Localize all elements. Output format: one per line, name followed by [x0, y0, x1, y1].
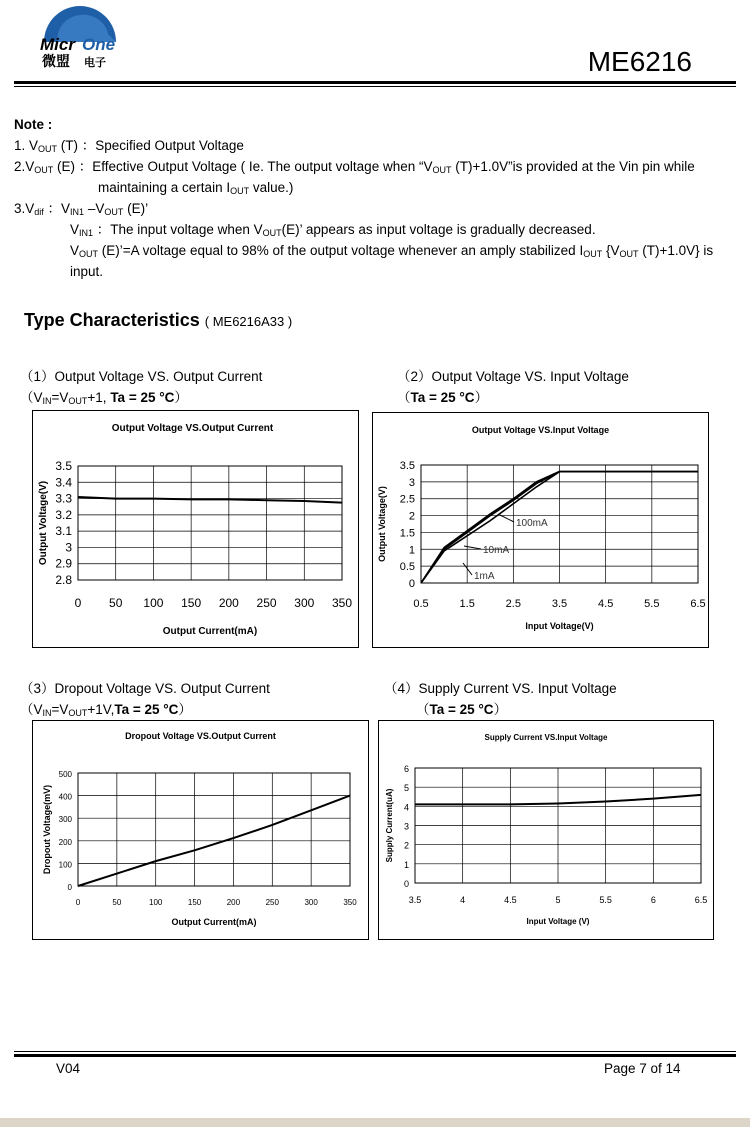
y-tick-label: 1: [408, 544, 415, 557]
chart-supply-current-vs-input: [378, 720, 714, 940]
x-tick-label: 100: [143, 596, 164, 610]
y-tick-label: 4: [403, 802, 409, 813]
x-axis-label: Output Current(mA): [171, 917, 257, 927]
x-tick-label: 300: [304, 898, 318, 907]
x-tick-label: 3.5: [551, 598, 568, 610]
x-tick-label: 350: [331, 596, 353, 610]
y-tick-label: 3.3: [55, 491, 72, 506]
x-tick-label: 200: [226, 898, 241, 907]
note-3: $3.V_{dif}$ ：$V_{IN1}$ $-V_{OUT}$ (E)’: [14, 201, 149, 217]
note-2-continued: maintaining a certain $I_{OUT}$ value.): [98, 180, 294, 196]
y-tick-label: 100: [58, 860, 72, 870]
y-tick-label: 3: [403, 821, 409, 832]
y-tick-label: 300: [58, 815, 72, 825]
x-tick-label: 6.5: [690, 598, 706, 610]
y-tick-label: 2.5: [399, 493, 415, 506]
x-tick-label: 5: [555, 895, 561, 905]
y-tick-label: 2.8: [55, 573, 72, 587]
y-tick-label: 5: [403, 783, 409, 794]
caption-3-title: （3）Dropout Voltage VS. Output Current: [20, 681, 270, 696]
caption-2-condition: （Ta = 25 °C）: [397, 390, 489, 405]
x-tick-label: 150: [181, 596, 202, 610]
y-tick-label: 0.5: [399, 561, 415, 574]
x-tick-label: 4.5: [598, 598, 614, 610]
chart-output-voltage-vs-current: [32, 410, 359, 648]
x-axis-label: Input Voltage(V): [525, 621, 594, 631]
caption-4-condition: （Ta = 25 °C）: [416, 702, 508, 717]
section-title: [24, 310, 292, 331]
y-tick-label: 1: [403, 859, 409, 870]
x-tick-label: 200: [218, 596, 239, 610]
note-1: 1. $V_{OUT}$ (T) ：Specified Output Voltage: [14, 138, 244, 154]
chart-2-svg: [373, 413, 708, 647]
svg-text:微盟: 微盟: [42, 53, 70, 69]
x-tick-label: 150: [187, 898, 202, 907]
caption-1-condition: （$V_{IN}=V_{OUT}+1$, Ta = 25 °C）: [20, 390, 188, 406]
svg-text:Micr: Micr: [40, 35, 75, 54]
plot-area: [78, 773, 350, 886]
y-axis-label: Dropout Voltage(mV): [42, 784, 52, 875]
x-tick-label: 2.5: [505, 598, 521, 610]
chart-title: Supply Current VS.Input Voltage: [484, 733, 608, 742]
y-tick-label: 3.5: [55, 459, 72, 473]
x-tick-label: 4.5: [504, 895, 517, 905]
y-tick-label: 3.1: [55, 524, 72, 539]
footer-rule-thin: [14, 1051, 736, 1052]
caption-3-condition: （$V_{IN}=V_{OUT}+1V,Ta = 25$ °C）: [20, 702, 192, 718]
caption-1-title: （1）Output Voltage VS. Output Current: [20, 369, 263, 384]
y-tick-label: 3: [65, 540, 72, 555]
footer-rule: [14, 1054, 736, 1057]
y-tick-label: 3.5: [399, 460, 415, 472]
y-tick-label: 1.5: [399, 527, 415, 540]
annotation-label: 10mA: [483, 545, 510, 556]
note-3-vin1: $V_{IN1}$ ：The input voltage when $V_{OUT}(E)$’ appears as input voltage is gradually decreased.: [70, 222, 596, 238]
svg-text:One: One: [82, 35, 116, 54]
y-tick-label: 2.9: [55, 556, 72, 571]
document-title: ME6216: [587, 46, 692, 77]
note-3-vout: $V_{OUT}$ (E)’=A voltage equal to 98% of the output voltage whenever an amply stabilized $I_{OUT}$ {$V_{OUT}$ (T)+1.0V} is: [70, 243, 714, 259]
y-tick-label: 6: [403, 764, 409, 774]
y-tick-label: 3.4: [55, 475, 72, 490]
caption-2-title: （2）Output Voltage VS. Input Voltage: [397, 369, 629, 384]
svg-text:电子: 电子: [84, 57, 106, 69]
bottom-band: [0, 1118, 750, 1127]
y-tick-label: 0: [403, 879, 409, 889]
caption-4-title: （4）Supply Current VS. Input Voltage: [384, 681, 617, 696]
y-tick-label: 500: [58, 770, 72, 779]
chart-3-svg: [33, 721, 368, 939]
x-tick-label: 300: [294, 596, 315, 610]
note-3-input: input.: [70, 264, 104, 279]
plot-area: [78, 466, 342, 580]
x-tick-label: 250: [265, 898, 279, 907]
x-tick-label: 0.5: [413, 598, 429, 610]
x-tick-label: 1.5: [459, 598, 475, 610]
notes-heading: Note :: [14, 117, 53, 132]
chart-1-svg: [33, 411, 358, 647]
section-model: ( ME6216A33 ): [204, 314, 293, 329]
x-tick-label: 250: [256, 596, 277, 610]
section-title-text: Type Characteristics: [24, 310, 200, 330]
note-2: $2.V_{OUT}$ (E) ：Effective Output Voltage ( Ie. The output voltage when “$V_{OUT}$ (T)+1.0V”is provided at the Vin pin while: [14, 159, 695, 175]
x-tick-label: 0: [74, 596, 82, 610]
y-tick-label: 0: [408, 578, 415, 590]
y-axis-label: Output Voltage(V): [377, 486, 387, 562]
x-tick-label: 350: [343, 898, 357, 907]
x-tick-label: 3.5: [408, 895, 422, 905]
chart-4-svg: [379, 721, 713, 939]
chart-title: Dropout Voltage VS.Output Current: [125, 731, 276, 741]
y-tick-label: 2: [403, 840, 409, 851]
x-tick-label: 6: [650, 895, 656, 905]
chart-output-voltage-vs-input: [372, 412, 709, 648]
x-tick-label: 6.5: [694, 895, 708, 905]
x-tick-label: 50: [112, 898, 122, 907]
y-axis-label: Output Voltage(V): [38, 480, 49, 566]
y-tick-label: 3: [408, 476, 415, 489]
y-tick-label: 400: [58, 792, 72, 802]
chart-title: Output Voltage VS.Output Current: [111, 423, 274, 434]
header-rule: [14, 81, 736, 84]
y-axis-label: Supply Current(uA): [385, 788, 394, 863]
footer-page-number: Page 7 of 14: [604, 1061, 681, 1076]
y-tick-label: 0: [67, 883, 72, 892]
x-tick-label: 50: [109, 596, 123, 610]
y-tick-label: 2: [408, 510, 415, 523]
company-logo: [38, 2, 128, 72]
y-tick-label: 200: [58, 837, 72, 847]
chart-dropout-voltage-vs-current: [32, 720, 369, 940]
x-axis-label: Input Voltage (V): [526, 917, 590, 926]
y-tick-label: 3.2: [55, 507, 72, 522]
x-tick-label: 4: [460, 895, 466, 905]
x-tick-label: 0: [75, 898, 81, 907]
chart-title: Output Voltage VS.Input Voltage: [471, 425, 610, 435]
header-rule-thin: [14, 86, 736, 87]
annotation-label: 100mA: [516, 518, 548, 529]
x-tick-label: 5.5: [599, 895, 612, 905]
annotation-label: 1mA: [474, 571, 495, 582]
footer-version: V04: [56, 1061, 81, 1076]
x-tick-label: 5.5: [644, 598, 660, 610]
x-axis-label: Output Current(mA): [162, 626, 258, 637]
x-tick-label: 100: [149, 898, 163, 907]
